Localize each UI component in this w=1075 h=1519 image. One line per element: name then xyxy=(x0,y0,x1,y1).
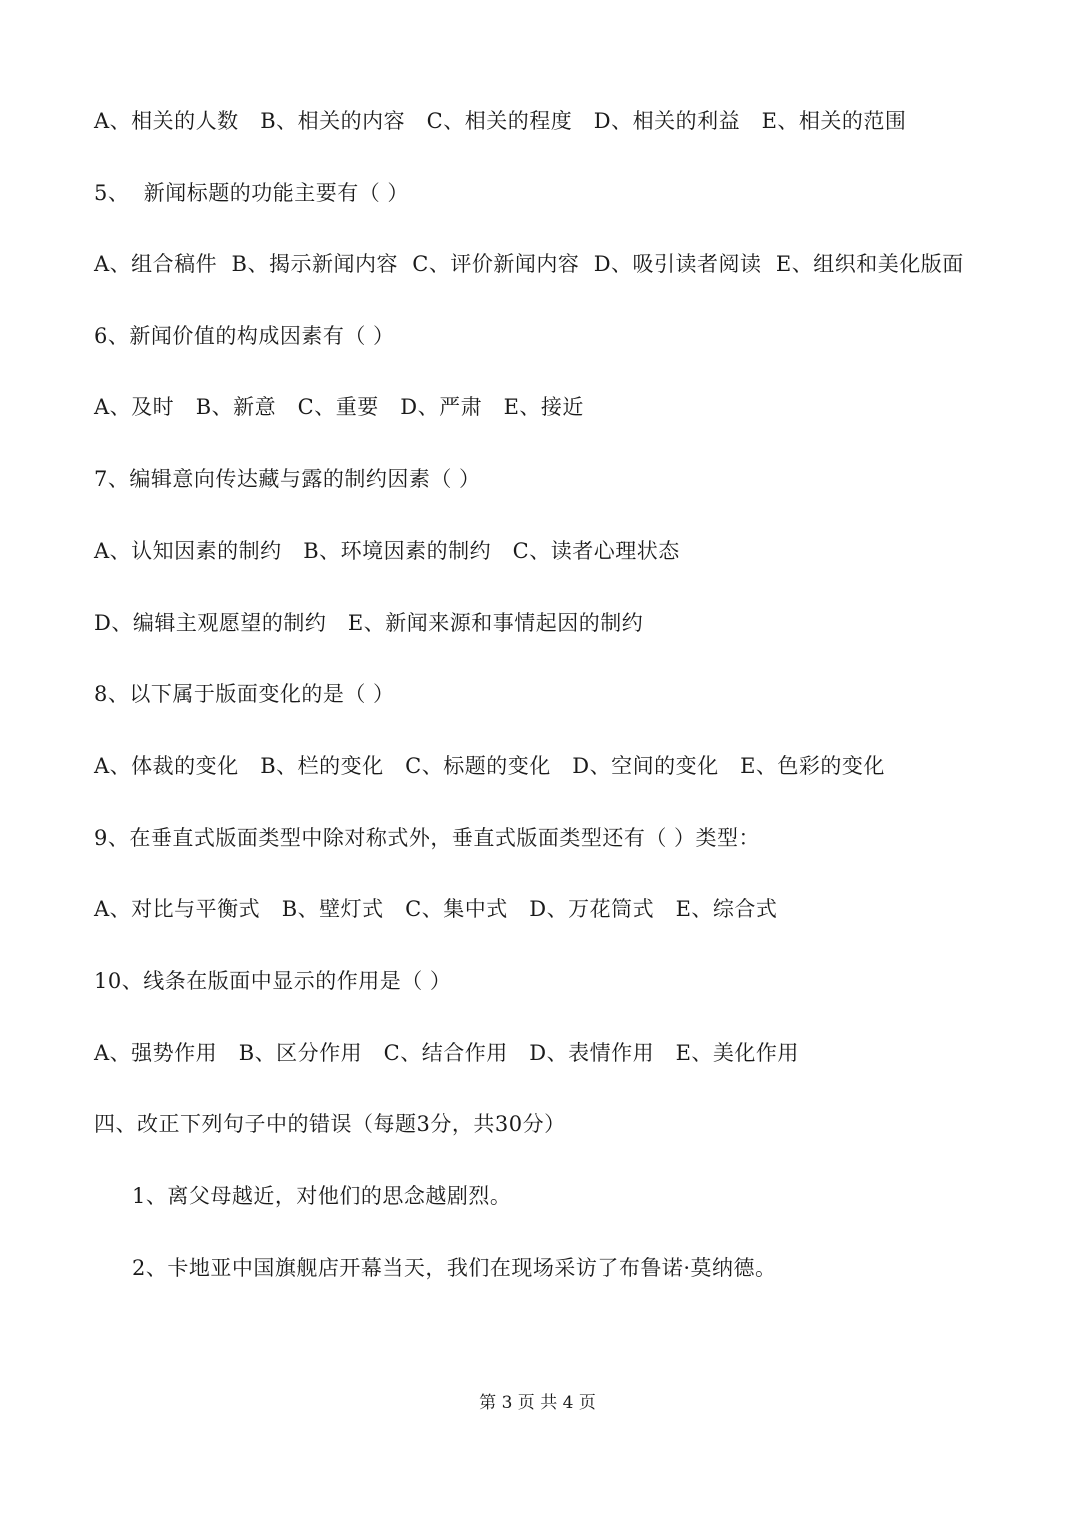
q7-options-line2: D、编辑主观愿望的制约 E、新闻来源和事情起因的制约 xyxy=(94,611,644,635)
q9-question: 9、在垂直式版面类型中除对称式外，垂直式版面类型还有（ ）类型： xyxy=(94,826,761,850)
q10-question: 10、线条在版面中显示的作用是（ ） xyxy=(94,969,452,993)
q7-question: 7、编辑意向传达藏与露的制约因素（ ） xyxy=(94,467,481,491)
q10-options: A、强势作用 B、区分作用 C、结合作用 D、表情作用 E、美化作用 xyxy=(94,1041,799,1065)
q7-options-line1: A、认知因素的制约 B、环境因素的制约 C、读者心理状态 xyxy=(94,539,680,563)
q8-question: 8、以下属于版面变化的是（ ） xyxy=(94,682,395,706)
q9-options: A、对比与平衡式 B、壁灯式 C、集中式 D、万花筒式 E、综合式 xyxy=(94,897,778,921)
q5-question: 5、 新闻标题的功能主要有（ ） xyxy=(94,181,409,205)
q5-options: A、组合稿件 B、揭示新闻内容 C、评价新闻内容 D、吸引读者阅读 E、组织和美化版面 xyxy=(94,252,964,276)
q8-options: A、体裁的变化 B、栏的变化 C、标题的变化 D、空间的变化 E、色彩的变化 xyxy=(94,754,885,778)
q4-options: A、相关的人数 B、相关的内容 C、相关的程度 D、相关的利益 E、相关的范围 xyxy=(94,109,907,133)
page-footer: 第 3 页 共 4 页 xyxy=(479,1393,596,1413)
q6-options: A、及时 B、新意 C、重要 D、严肃 E、接近 xyxy=(94,395,584,419)
section-four-heading: 四、改正下列句子中的错误（每题3分，共30分） xyxy=(94,1112,566,1136)
q6-question: 6、新闻价值的构成因素有（ ） xyxy=(94,324,395,348)
correction-item-2: 2、卡地亚中国旗舰店开幕当天，我们在现场采访了布鲁诺·莫纳德。 xyxy=(132,1256,777,1280)
correction-item-1: 1、离父母越近，对他们的思念越剧烈。 xyxy=(132,1184,512,1208)
